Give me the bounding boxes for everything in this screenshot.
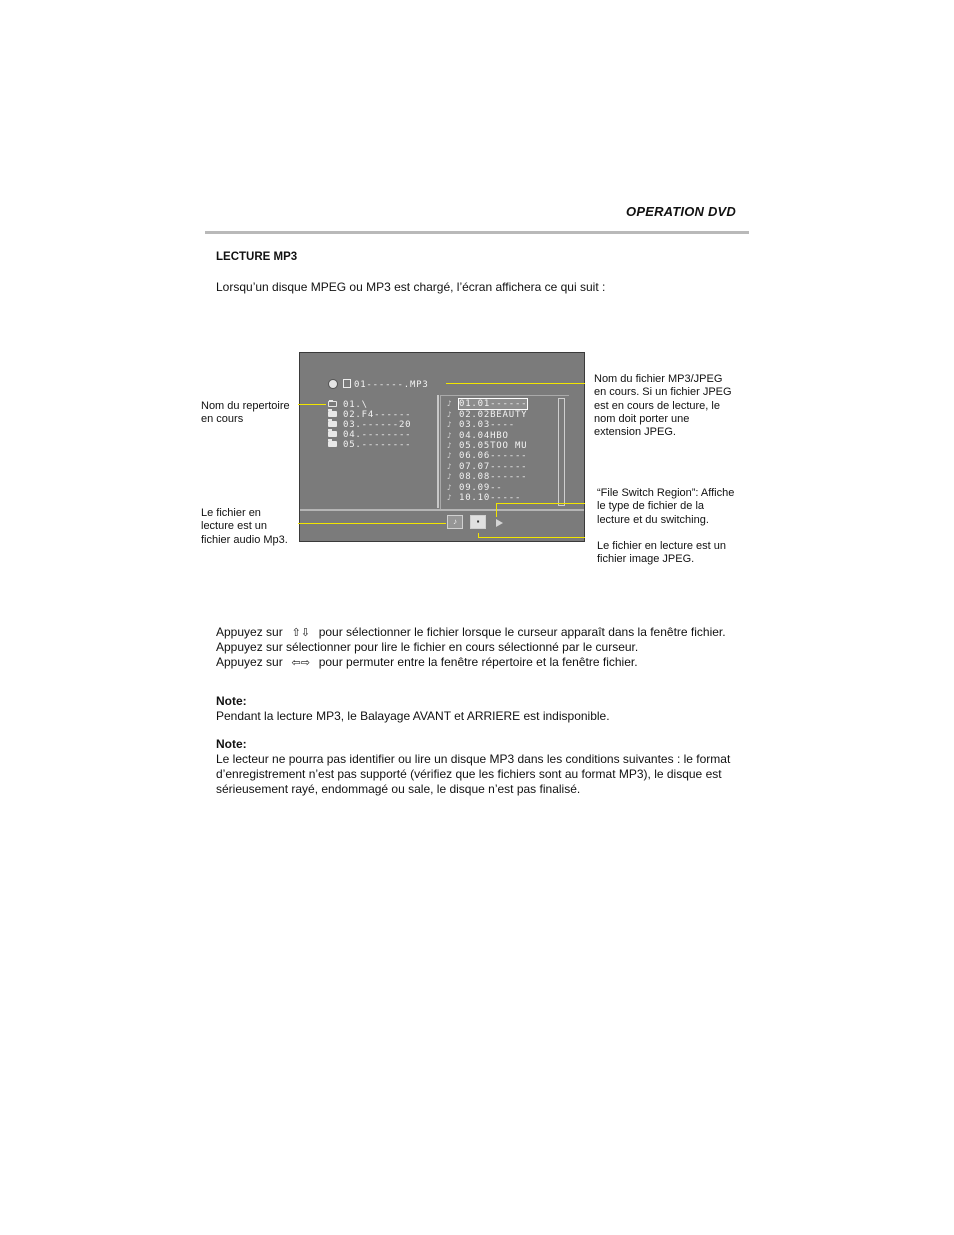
file-label: 06.06------ bbox=[459, 451, 528, 461]
callout-file-name: Nom du fichier MP3/JPEG en cours. Si un fichier JPEG est en cours de lecture, le nom doit porter une extension JPEG. bbox=[594, 373, 732, 439]
current-file-display bbox=[343, 379, 429, 390]
file-item[interactable] bbox=[447, 431, 509, 441]
play-icon bbox=[496, 519, 503, 527]
file-label: 04.04HBO bbox=[459, 431, 509, 441]
file-pane-scrollbar[interactable] bbox=[558, 398, 565, 506]
page-header-title: OPERATION DVD bbox=[626, 204, 736, 219]
disc-icon bbox=[328, 379, 338, 389]
file-item[interactable] bbox=[447, 410, 527, 420]
folder-label: 05.-------- bbox=[343, 440, 412, 450]
folder-label: 02.F4------ bbox=[343, 410, 412, 420]
callout-line-jpeg bbox=[478, 537, 585, 538]
up-down-arrows-icon: ⇧⇩ bbox=[291, 627, 310, 639]
audio-type-button[interactable]: ♪ bbox=[447, 515, 463, 529]
folder-label: 03.------20 bbox=[343, 420, 412, 430]
music-note-icon: ♪ bbox=[447, 431, 453, 440]
instruction-line: Appuyez sur ⇧⇩ pour sélectionner le fichier lorsque le curseur apparaît dans la fenêtre fichier. bbox=[216, 625, 726, 639]
callout-switch-region: “File Switch Region”: Affiche le type de fichier de la lecture et du switching. bbox=[597, 487, 735, 526]
file-item[interactable] bbox=[447, 420, 515, 430]
note-text: Le lecteur ne pourra pas identifier ou lire un disque MP3 dans les conditions suivantes : le format d’enregistrement n’est pas supporté (vérifiez que les fichiers sont au format MP3), le disque est sérieusement rayé, endommagé ou sale, le disque n’est pas finalisé. bbox=[216, 752, 731, 796]
callout-jpeg-file: Le fichier en lecture est un fichier image JPEG. bbox=[597, 540, 727, 566]
file-label: 10.10----- bbox=[459, 493, 522, 503]
file-label: 09.09-- bbox=[459, 483, 503, 493]
callout-line-folder bbox=[298, 404, 326, 405]
file-item[interactable] bbox=[447, 483, 503, 493]
file-item[interactable] bbox=[447, 493, 521, 503]
intro-text: Lorsqu’un disque MPEG ou MP3 est chargé, l’écran affichera ce qui suit : bbox=[216, 280, 606, 294]
music-note-icon: ♪ bbox=[447, 483, 453, 492]
image-type-button[interactable]: ▪ bbox=[470, 515, 486, 529]
file-icon bbox=[343, 379, 351, 388]
file-label: 02.02BEAUTY bbox=[459, 410, 528, 420]
folder-label: 01.\ bbox=[343, 400, 368, 410]
callout-line-filename-end bbox=[584, 383, 585, 384]
music-note-icon: ♪ bbox=[447, 451, 453, 460]
music-note-icon: ♪ bbox=[447, 441, 453, 450]
header-divider bbox=[205, 231, 749, 234]
current-file-name: 01------.MP3 bbox=[354, 380, 429, 390]
file-item[interactable] bbox=[447, 451, 527, 461]
music-note-icon: ♪ bbox=[447, 410, 453, 419]
music-note-icon: ♪ bbox=[447, 399, 453, 408]
file-item[interactable] bbox=[447, 462, 527, 472]
note-title: Note: bbox=[216, 694, 247, 708]
music-note-icon: ♪ bbox=[447, 420, 453, 429]
music-note-icon: ♪ bbox=[447, 462, 453, 471]
music-note-icon: ♪ bbox=[447, 472, 453, 481]
callout-folder-name: Nom du repertoire en cours bbox=[201, 400, 290, 426]
folder-item[interactable] bbox=[328, 420, 411, 430]
callout-line-switch bbox=[496, 503, 585, 504]
folder-item[interactable] bbox=[328, 400, 368, 410]
callout-line-filename bbox=[446, 383, 584, 384]
folder-icon bbox=[328, 421, 337, 427]
instruction-line: Appuyez sur sélectionner pour lire le fichier en cours sélectionné par le curseur. bbox=[216, 640, 639, 654]
file-item[interactable] bbox=[447, 441, 527, 451]
file-label: 07.07------ bbox=[459, 462, 528, 472]
file-label: 01.01------ bbox=[459, 399, 528, 409]
callout-line-audio bbox=[298, 523, 446, 524]
note-title: Note: bbox=[216, 737, 247, 751]
file-label: 08.08------ bbox=[459, 472, 528, 482]
section-heading: LECTURE MP3 bbox=[216, 251, 298, 263]
folder-item[interactable] bbox=[328, 410, 411, 420]
callout-line-switch-down bbox=[496, 503, 497, 517]
folder-item[interactable] bbox=[328, 430, 411, 440]
left-right-arrows-icon: ⇦⇨ bbox=[291, 657, 310, 669]
file-label: 05.05TOO MU bbox=[459, 441, 528, 451]
instruction-line: Appuyez sur ⇦⇨ pour permuter entre la fenêtre répertoire et la fenêtre fichier. bbox=[216, 655, 638, 669]
file-item[interactable] bbox=[447, 472, 527, 482]
callout-audio-file: Le fichier en lecture est un fichier audio Mp3. bbox=[201, 507, 288, 546]
folder-icon bbox=[328, 441, 337, 447]
file-item[interactable] bbox=[447, 399, 527, 409]
file-label: 03.03---- bbox=[459, 420, 515, 430]
folder-item[interactable] bbox=[328, 440, 411, 450]
open-folder-icon bbox=[328, 401, 337, 407]
folder-icon bbox=[328, 411, 337, 417]
folder-icon bbox=[328, 431, 337, 437]
music-note-icon: ♪ bbox=[447, 493, 453, 502]
note-text: Pendant la lecture MP3, le Balayage AVANT et ARRIERE est indisponible. bbox=[216, 709, 610, 723]
folder-label: 04.-------- bbox=[343, 430, 412, 440]
